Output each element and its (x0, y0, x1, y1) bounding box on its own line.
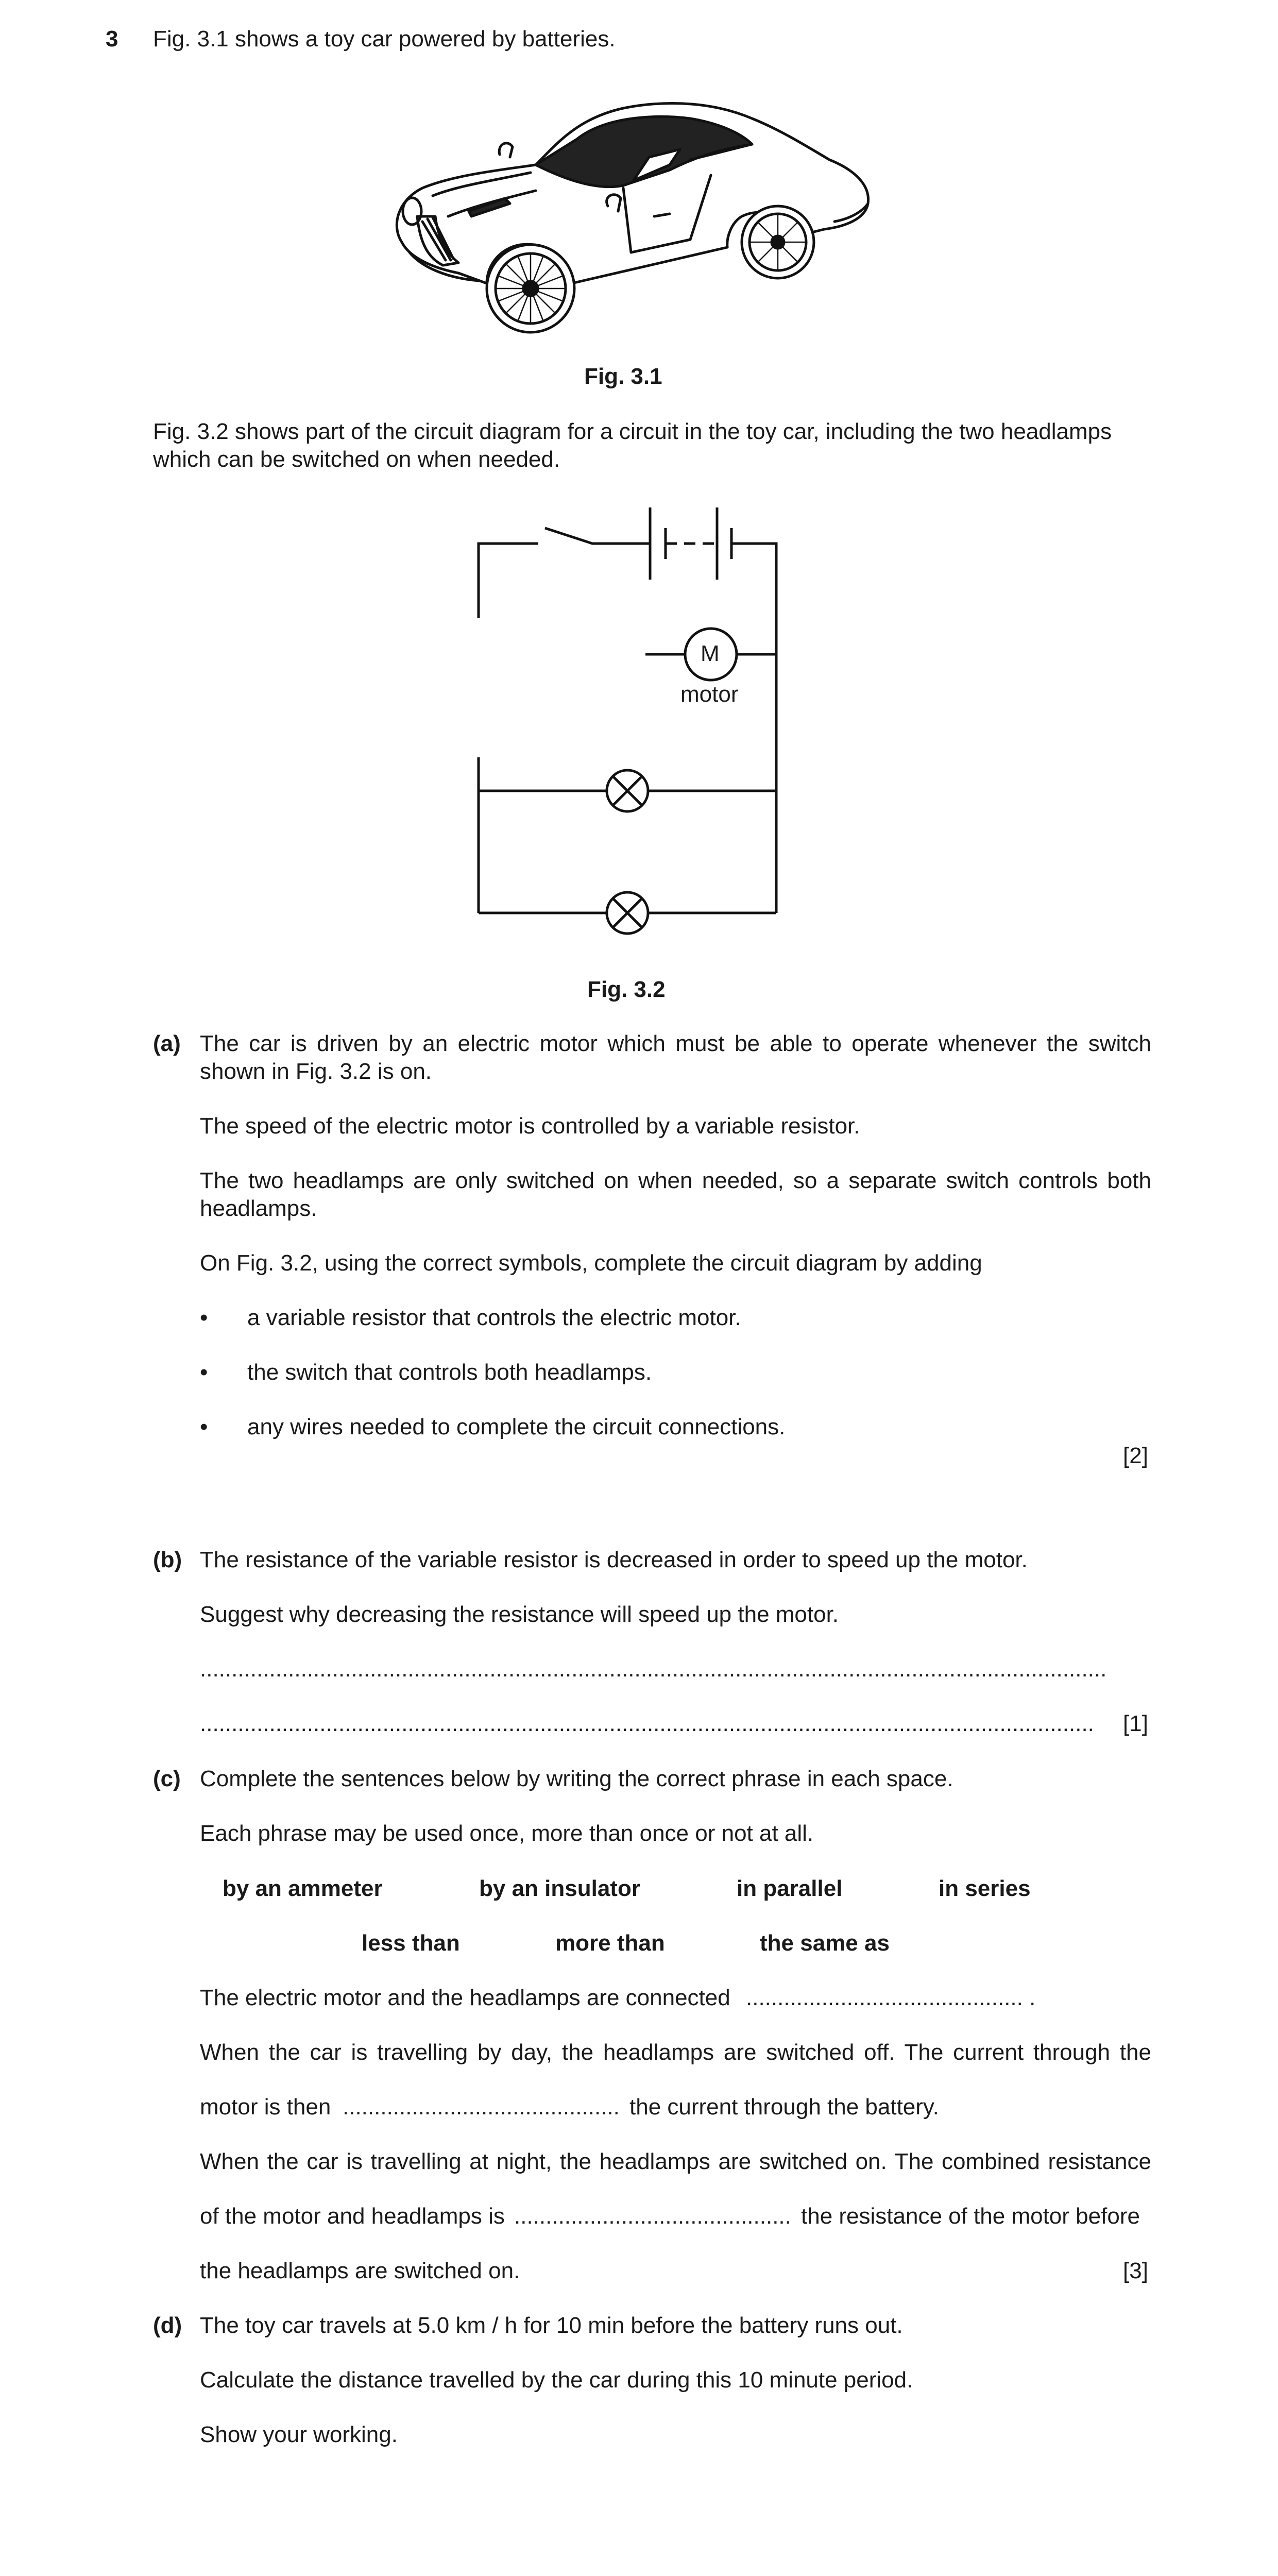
bullet-icon: • (200, 1305, 208, 1330)
circuit-wire-top-right (731, 544, 776, 913)
part-a-bullet-2: the switch that controls both headlamps. (247, 1360, 652, 1385)
part-d-label: (d) (153, 2313, 182, 2338)
fig-3-2-intro-line1: Fig. 3.2 shows part of the circuit diagram for a circuit in the toy car, including the two headlamps (153, 419, 1112, 444)
sentence-3-line3: the headlamps are switched on. (200, 2258, 520, 2283)
battery-cell-1 (650, 507, 666, 580)
part-b-label: (b) (153, 1547, 182, 1572)
part-a-paragraph-3-line1: The two headlamps are only switched on when needed, so a separate switch controls both (200, 1168, 1151, 1193)
part-b-answer-line-2[interactable]: .............................................................................................................................................. (200, 1711, 1094, 1736)
sentence-3-line1: When the car is travelling at night, the headlamps are switched on. The combined resistance (200, 2149, 1151, 2174)
part-a-label: (a) (153, 1031, 181, 1056)
fig-3-2-caption: Fig. 3.2 (587, 977, 666, 1002)
phrase-option: less than (362, 1930, 460, 1956)
circuit-wire-top-left (479, 544, 538, 618)
sentence-3-blank[interactable]: ............................................ (514, 2204, 791, 2229)
part-d-line1: The toy car travels at 5.0 km / h for 10 min before the battery runs out. (200, 2313, 903, 2338)
part-a-paragraph-2: The speed of the electric motor is controlled by a variable resistor. (200, 1113, 860, 1139)
part-b-line2: Suggest why decreasing the resistance will speed up the motor. (200, 1602, 839, 1627)
fig-3-1-caption: Fig. 3.1 (584, 364, 662, 389)
sentence-3-text-a: of the motor and headlamps is (200, 2204, 505, 2229)
part-a-bullet-1: a variable resistor that controls the electric motor. (247, 1305, 741, 1330)
sentence-2-text-b: the current through the battery. (629, 2094, 939, 2120)
question-number: 3 (106, 26, 118, 52)
sentence-1-blank[interactable]: ............................................ . (746, 1985, 1036, 2010)
part-c-line1: Complete the sentences below by writing the correct phrase in each space. (200, 1766, 953, 1791)
phrase-option: in parallel (737, 1876, 843, 1901)
part-b-marks: [1] (1123, 1711, 1148, 1736)
circuit-diagram (0, 0, 1278, 979)
sentence-2-line1: When the car is travelling by day, the headlamps are switched off. The current through the (200, 2040, 1151, 2065)
phrase-option: by an insulator (479, 1876, 640, 1901)
part-c-label: (c) (153, 1766, 181, 1791)
part-a-line1: The car is driven by an electric motor which must be able to operate whenever the switch (200, 1031, 1151, 1056)
bullet-icon: • (200, 1414, 208, 1439)
sentence-2-blank[interactable]: ............................................ (343, 2094, 620, 2120)
phrase-option: in series (939, 1876, 1031, 1901)
bullet-icon: • (200, 1360, 208, 1385)
part-a-bullet-3: any wires needed to complete the circuit connections. (247, 1414, 786, 1439)
phrase-option: by an ammeter (223, 1876, 383, 1901)
fig-3-2-intro-line2: which can be switched on when needed. (153, 447, 560, 472)
battery-cell-2 (717, 507, 731, 580)
phrase-option: the same as (760, 1930, 890, 1956)
part-a-paragraph-3-line2: headlamps. (200, 1196, 317, 1221)
part-a-paragraph-4: On Fig. 3.2, using the correct symbols, complete the circuit diagram by adding (200, 1250, 982, 1276)
sentence-2-text-a: motor is then (200, 2094, 331, 2120)
phrase-option: more than (555, 1930, 665, 1956)
part-c-line2: Each phrase may be used once, more than once or not at all. (200, 1821, 814, 1846)
question-intro: Fig. 3.1 shows a toy car powered by batteries. (153, 26, 616, 52)
part-d-line2: Calculate the distance travelled by the car during this 10 minute period. (200, 2367, 913, 2393)
sentence-1-text: The electric motor and the headlamps are connected (200, 1985, 730, 2010)
part-b-answer-line-1[interactable]: ................................................................................................................................................ (200, 1656, 1107, 1682)
sentence-3-text-b: the resistance of the motor before (801, 2204, 1140, 2229)
motor-label: motor (680, 682, 739, 707)
part-a-line2: shown in Fig. 3.2 is on. (200, 1059, 432, 1084)
motor-symbol-letter: M (701, 641, 720, 666)
part-b-line1: The resistance of the variable resistor is decreased in order to speed up the motor. (200, 1547, 1028, 1572)
switch-symbol (545, 528, 650, 544)
part-c-marks: [3] (1123, 2258, 1148, 2283)
part-d-line3: Show your working. (200, 2422, 398, 2447)
part-a-marks: [2] (1123, 1443, 1148, 1468)
